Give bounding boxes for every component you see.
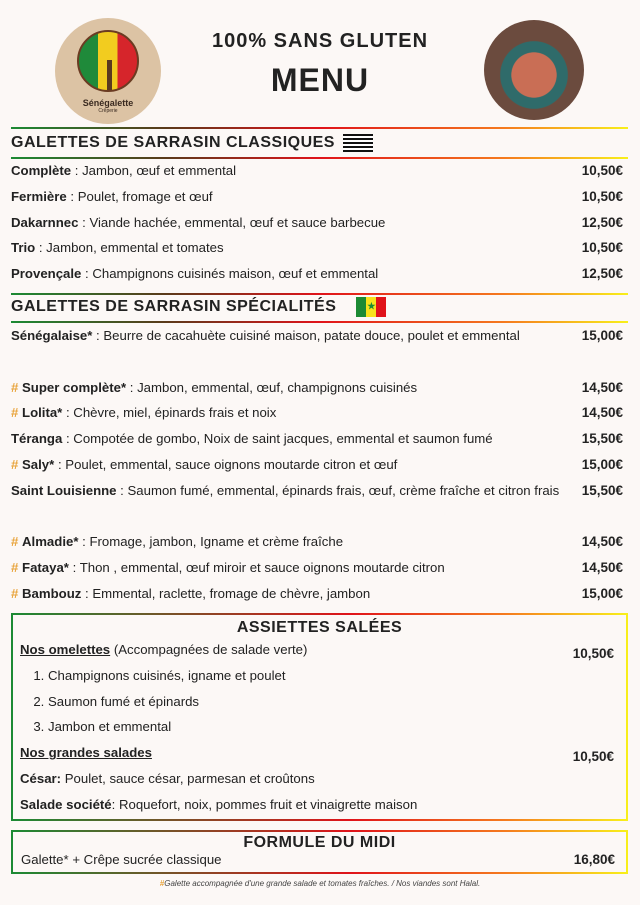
formule-row [13,852,626,867]
item-text [11,478,559,504]
item-text [11,323,520,349]
item-price: 15,00€ [581,457,623,472]
menu-item [11,184,623,210]
omelettes-heading [20,637,626,663]
logo-name: Sénégalette [82,98,134,108]
item-desc: : Viande hachée, emmental, œuf et sauce barbecue [78,214,386,230]
menu-item [11,478,623,504]
salades-label: Nos grandes salades [20,745,152,761]
item-desc: : Emmental, raclette, fromage de chèvre, jambon [81,586,371,601]
formule-box [11,830,628,874]
menu-item [11,235,623,261]
item-price: 15,00€ [581,586,623,601]
item-text [11,426,493,452]
item-name: Fataya* [22,560,69,576]
item-desc: : Roquefort, noix, pommes fruit et vinaigrette maison [111,796,418,812]
item-desc: : Saumon fumé, emmental, épinards frais, œuf, crème fraîche et citron frais [116,482,560,498]
breton-flag-icon [343,134,373,152]
logo-sub: Crêperie [98,108,118,114]
item-name: Téranga [11,431,63,447]
item-desc: : Champignons cuisinés maison, œuf et emmental [81,266,379,282]
item-price: 10,50€ [581,188,623,204]
item-price: 14,50€ [581,405,623,421]
item-name: Dakarnnec [11,214,79,230]
footer-note-text: Galette accompagnée d'une grande salade et tomates fraîches. / Nos viandes sont Halal. [164,879,481,888]
list-item [20,766,626,792]
menu-item [11,555,623,581]
item-text [11,555,445,581]
hash-icon: # [11,457,19,472]
footer-note [0,879,640,888]
item-price: 15,00€ [581,328,623,343]
menu-item [11,452,623,478]
item-price: 14,50€ [581,379,623,395]
item-desc: : Jambon, œuf et emmental [71,163,237,178]
menu-item [11,529,623,555]
menu-item [11,210,623,236]
formule-price: 16,80€ [573,852,615,867]
item-text [11,184,213,210]
item-desc: : Chèvre, miel, épinards frais et noix [62,405,277,421]
item-name: Saint Louisienne [11,482,117,498]
item-text [11,261,378,287]
list-item [20,792,626,818]
item-name: Salade société [20,796,112,812]
item-name: Trio [11,240,36,256]
menu-item [11,426,623,452]
section-title-specialites [11,297,386,317]
item-price: 14,50€ [581,534,623,550]
item-price: 15,50€ [581,431,623,447]
item-name: César: [20,770,62,786]
item-name: Fermière [11,188,67,204]
divider [11,293,628,295]
senegal-flag-icon [356,297,386,317]
hash-icon: # [11,586,19,601]
hash-icon: # [159,879,165,888]
list-item: 2. Saumon fumé et épinards [48,689,626,715]
salades-price: 10,50€ [572,749,614,764]
item-name: Complète [11,163,72,178]
item-price: 10,50€ [581,163,623,178]
item-text [11,375,417,401]
hash-icon: # [11,405,19,421]
subtitle: 100% SANS GLUTEN [211,30,429,52]
item-name: Sénégalaise* [11,328,93,343]
item-desc: : Poulet, fromage et œuf [66,188,213,204]
item-desc: : Beurre de cacahuète cuisiné maison, patate douce, poulet et emmental [92,328,520,343]
menu-item [11,261,623,287]
assiettes-box [11,613,628,821]
item-name: Provençale [11,266,82,282]
item-desc: : Jambon, emmental, œuf, champignons cuisinés [126,379,418,395]
item-name: Almadie* [22,534,79,550]
item-text [11,400,276,426]
item-desc: : Jambon, emmental et tomates [35,240,224,256]
menu-item [11,375,623,401]
item-name: Lolita* [22,405,63,421]
section-title-classiques [11,134,373,152]
item-price: 14,50€ [581,560,623,576]
item-price: 12,50€ [581,266,623,282]
page-title: MENU [270,62,370,98]
item-name: Bambouz [22,586,82,601]
item-price: 15,50€ [581,482,623,498]
section-title-text: GALETTES DE SARRASIN SPÉCIALITÉS [11,298,337,316]
item-price: 10,50€ [581,240,623,256]
omelettes-price: 10,50€ [572,646,614,661]
omelettes-list [20,663,626,740]
item-name: Saly* [22,457,55,472]
item-name: Super complète* [22,379,127,395]
menu-item [11,323,623,349]
divider [11,127,628,129]
item-text [11,529,343,555]
assiettes-title: ASSIETTES SALÉES [236,619,403,636]
formule-desc: Galette* + Crêpe sucrée classique [21,852,222,867]
hash-icon: # [11,560,19,576]
item-desc: Poulet, sauce césar, parmesan et croûtons [61,770,315,786]
list-item: 1. Champignons cuisinés, igname et poulet [48,663,626,689]
item-desc: : Fromage, jambon, Igname et crème fraîche [78,534,344,550]
menu-item [11,400,623,426]
dish-photo [484,20,584,120]
item-price: 12,50€ [581,214,623,230]
hash-icon: # [11,379,19,395]
item-desc: : Thon , emmental, œuf miroir et sauce oignons moutarde citron [68,560,445,576]
omelettes-label: Nos omelettes [20,642,111,657]
section-title-text: GALETTES DE SARRASIN CLASSIQUES [11,134,335,152]
list-item: 3. Jambon et emmental [48,714,626,740]
item-desc: : Poulet, emmental, sauce oignons moutarde citron et œuf [54,457,398,472]
omelettes-note: (Accompagnées de salade verte) [110,642,308,657]
menu-item [11,581,623,607]
item-desc: : Compotée de gombo, Noix de saint jacques, emmental et saumon fumé [62,431,493,447]
item-text [11,235,224,261]
salades-heading [20,740,626,766]
item-text [11,452,397,478]
item-text [11,581,370,607]
formule-title: FORMULE DU MIDI [243,834,396,851]
item-text [11,210,385,236]
item-text [11,158,236,184]
hash-icon: # [11,534,19,550]
menu-item [11,158,623,184]
